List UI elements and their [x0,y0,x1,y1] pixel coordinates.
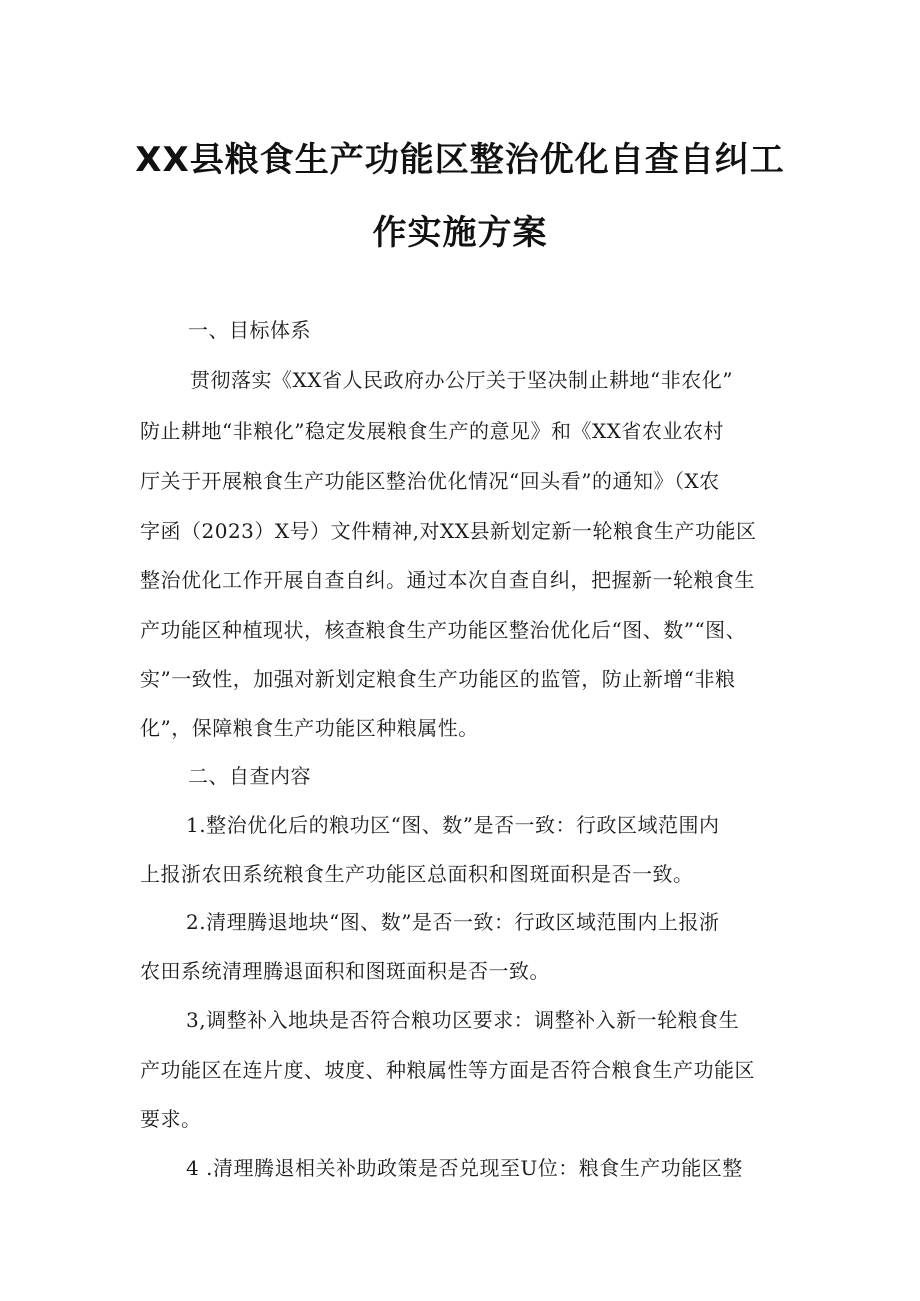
list-item-line: 农田系统清理腾退面积和图斑面积是否一致。 [140,959,550,983]
paragraph-line: 贯彻落实《XX省人民政府办公厅关于坚决制止耕地“非农化” [190,368,733,392]
document-title-line-2: 作实施方案 [372,213,548,253]
document-title-line-1: XX县粮食生产功能区整治优化自查自纠工 [135,140,785,180]
list-item-line: 上报浙农田系统粮食生产功能区总面积和图斑面积是否一致。 [140,862,694,886]
paragraph-line: 实”一致性，加强对新划定粮食生产功能区的监管，防止新增“非粮 [140,667,736,691]
paragraph-line: 整治优化工作开展自查自纠。通过本次自查自纠，把握新一轮粮食生 [140,568,755,592]
list-item-line: 产功能区在连片度、坡度、种粮属性等方面是否符合粮食生产功能区 [140,1058,755,1082]
section-1-heading: 一、目标体系 [188,318,311,342]
paragraph-line: 防止耕地“非粮化”稳定发展粮食生产的意见》和《XX省农业农村 [140,419,724,443]
section-2-heading: 二、自查内容 [188,764,311,788]
paragraph-line: 化”，保障粮食生产功能区种粮属性。 [140,716,479,740]
list-item-line: 要求。 [140,1107,202,1131]
list-item-line: 1.整治优化后的粮功区“图、数”是否一致：行政区域范围内 [186,813,720,837]
paragraph-line: 产功能区种植现状，核查粮食生产功能区整治优化后“图、数”“图、 [140,618,747,642]
paragraph-line: 字函（2023）X号）文件精神,对XX县新划定新一轮粮食生产功能区 [140,519,757,543]
paragraph-line: 厅关于开展粮食生产功能区整治优化情况“回头看”的通知》（X农 [140,469,720,493]
list-item-line: 3,调整补入地块是否符合粮功区要求：调整补入新一轮粮食生 [186,1008,740,1032]
list-item-line: 4 .清理腾退相关补助政策是否兑现至U位：粮食生产功能区整 [186,1156,743,1180]
list-item-line: 2.清理腾退地块“图、数”是否一致：行政区域范围内上报浙 [186,910,720,934]
